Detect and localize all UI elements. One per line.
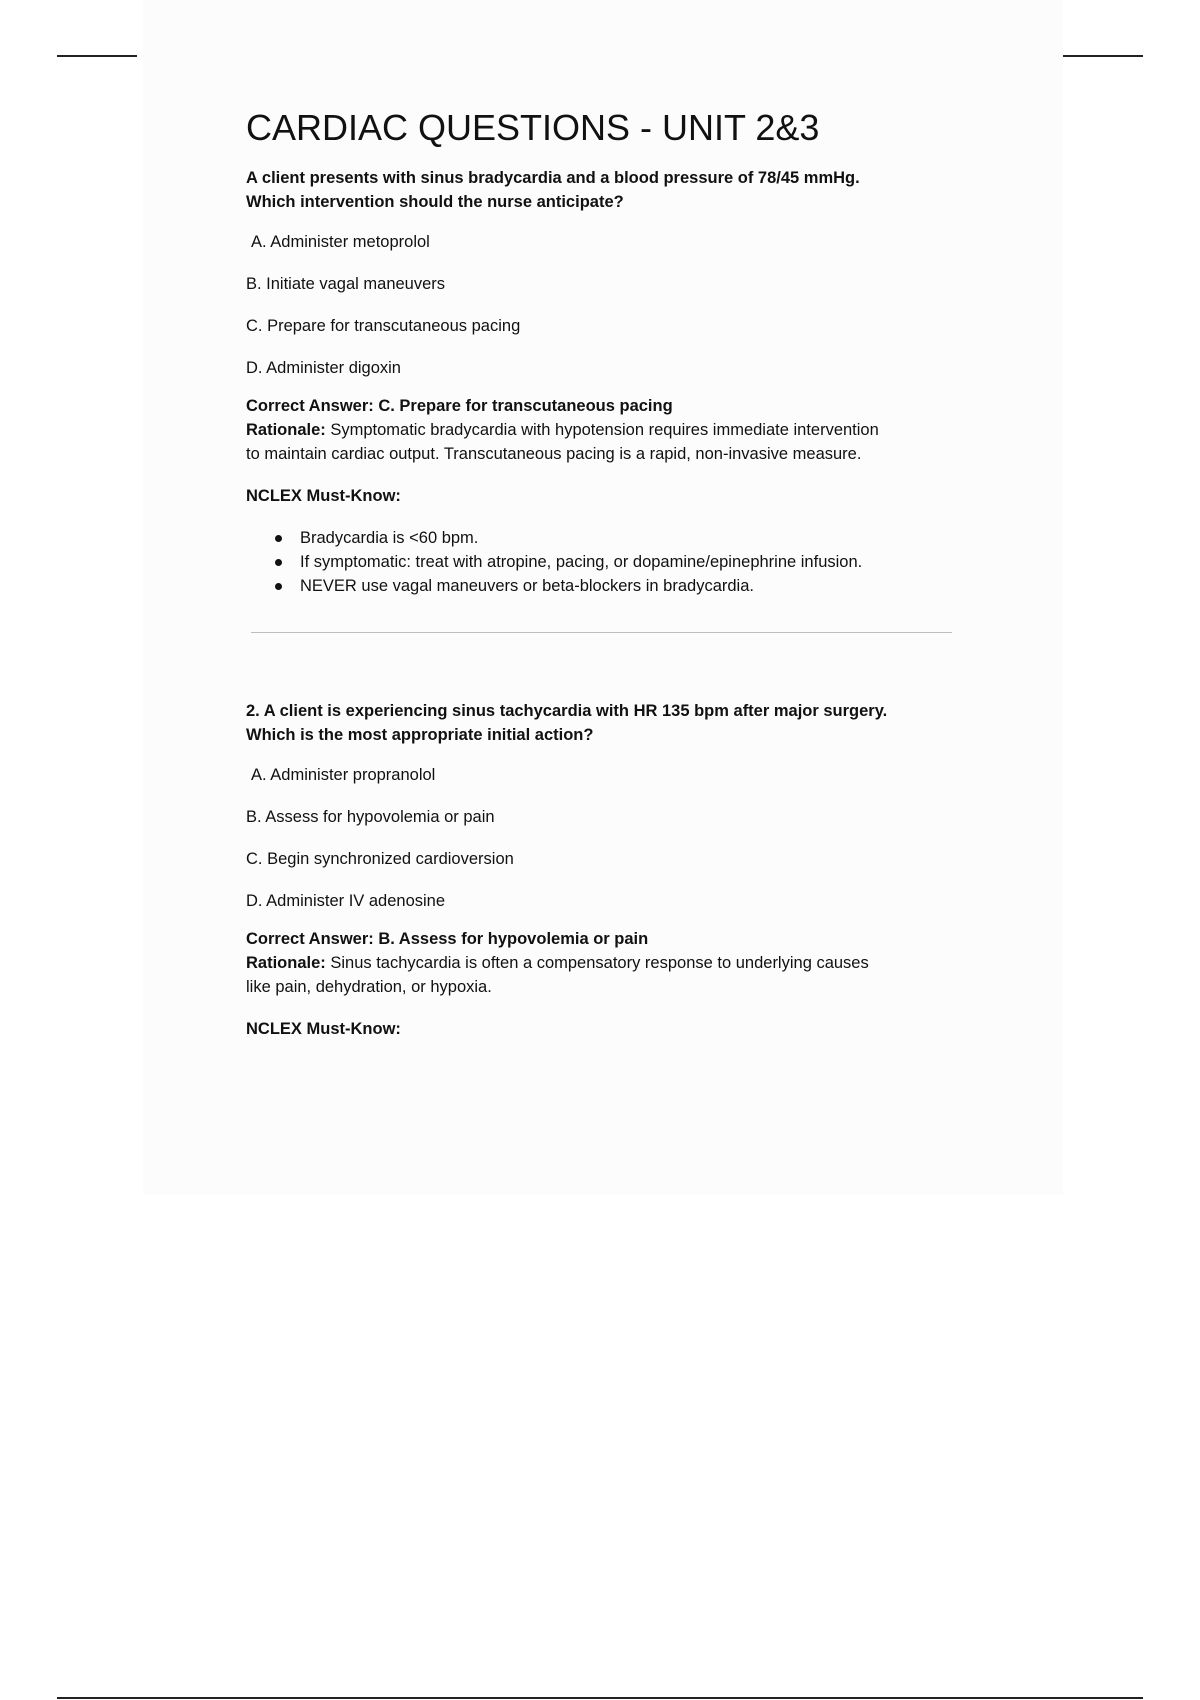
question-stem bbox=[246, 166, 966, 214]
page-title: CARDIAC QUESTIONS - UNIT 2&3 bbox=[246, 107, 820, 148]
answer-options bbox=[246, 230, 966, 398]
rationale-text: like pain, dehydration, or hypoxia. bbox=[246, 978, 492, 996]
rationale bbox=[246, 951, 966, 999]
answer-option-d: D. Administer digoxin bbox=[246, 359, 401, 377]
must-know-item: NEVER use vagal maneuvers or beta-blockers in bradycardia. bbox=[300, 574, 966, 598]
answer-option-b: B. Assess for hypovolemia or pain bbox=[246, 808, 495, 826]
crop-mark-right bbox=[1063, 55, 1143, 57]
must-know-item: If symptomatic: treat with atropine, pacing, or dopamine/epinephrine infusion. bbox=[300, 550, 966, 574]
rationale-label: Rationale: bbox=[246, 421, 326, 439]
must-know-item: Bradycardia is <60 bpm. bbox=[300, 526, 966, 550]
rationale-label: Rationale: bbox=[246, 954, 326, 972]
correct-answer: Correct Answer: B. Assess for hypovolemia or pain bbox=[246, 930, 649, 948]
answer-block bbox=[246, 927, 966, 999]
question-stem-line: A client presents with sinus bradycardia and a blood pressure of 78/45 mmHg. bbox=[246, 169, 860, 187]
answer-block bbox=[246, 394, 966, 466]
page-bottom-rule bbox=[57, 1697, 1143, 1699]
rationale-text: Symptomatic bradycardia with hypotension requires immediate intervention bbox=[325, 421, 879, 439]
must-know-list bbox=[246, 526, 966, 598]
answer-option-d: D. Administer IV adenosine bbox=[246, 892, 446, 910]
answer-option-c: C. Begin synchronized cardioversion bbox=[246, 850, 514, 868]
question-stem bbox=[246, 699, 966, 747]
document-content bbox=[246, 106, 966, 1041]
rationale-text: Sinus tachycardia is often a compensatory response to underlying causes bbox=[325, 954, 869, 972]
crop-mark-left bbox=[57, 55, 137, 57]
answer-option-a: A. Administer metoprolol bbox=[251, 233, 430, 251]
rationale-text: to maintain cardiac output. Transcutaneous pacing is a rapid, non-invasive measure. bbox=[246, 445, 862, 463]
nclex-must-know-heading: NCLEX Must-Know: bbox=[246, 1020, 401, 1038]
question-stem-line: Which is the most appropriate initial action? bbox=[246, 726, 594, 744]
question-stem-line: Which intervention should the nurse anticipate? bbox=[246, 193, 624, 211]
answer-option-a: A. Administer propranolol bbox=[251, 766, 436, 784]
rationale bbox=[246, 418, 966, 466]
answer-options bbox=[246, 763, 966, 931]
correct-answer: Correct Answer: C. Prepare for transcutaneous pacing bbox=[246, 397, 673, 415]
section-divider bbox=[251, 632, 952, 633]
answer-option-c: C. Prepare for transcutaneous pacing bbox=[246, 317, 521, 335]
question-stem-line: 2. A client is experiencing sinus tachycardia with HR 135 bpm after major surgery. bbox=[246, 702, 888, 720]
question-block-2 bbox=[246, 699, 966, 1041]
answer-option-b: B. Initiate vagal maneuvers bbox=[246, 275, 446, 293]
question-block-1 bbox=[246, 166, 966, 633]
nclex-must-know-heading: NCLEX Must-Know: bbox=[246, 487, 401, 505]
